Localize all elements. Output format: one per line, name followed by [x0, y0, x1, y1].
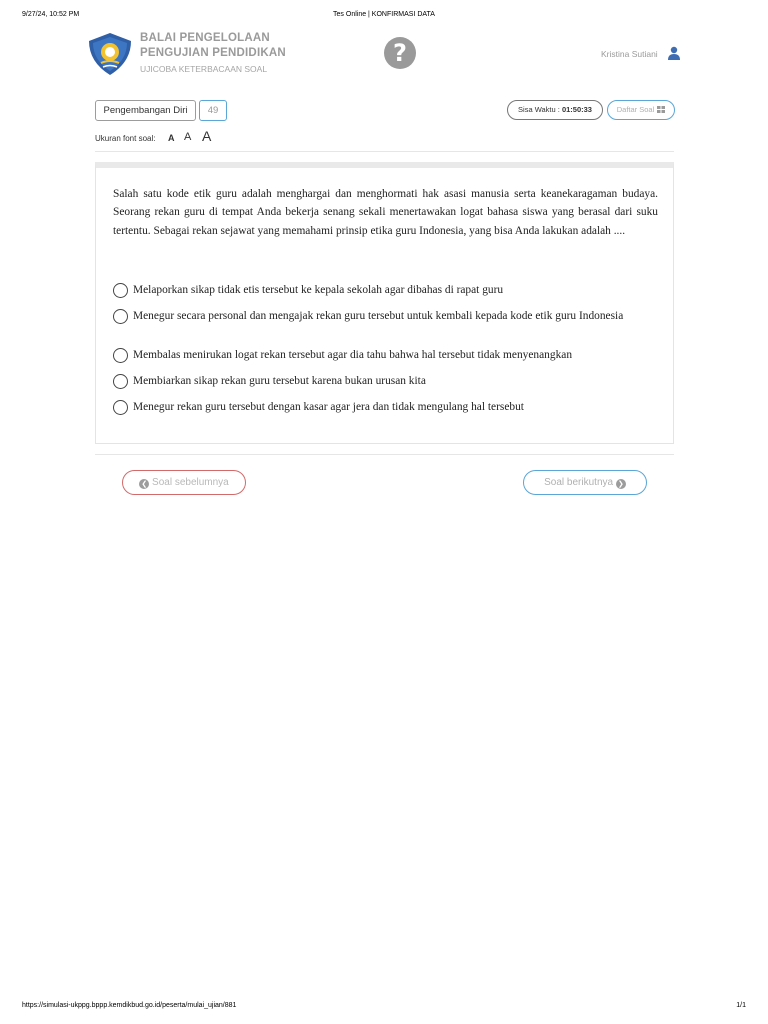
chevron-circle-left-icon: ❮ [139, 479, 149, 489]
print-page-number: 1/1 [736, 1002, 746, 1009]
option-b[interactable] [113, 308, 658, 342]
option-label: Menegur rekan guru tersebut dengan kasar agar jera dan tidak mengulang hal tersebut [133, 401, 524, 413]
question-circle-icon[interactable]: ? [384, 37, 416, 69]
next-label: Soal berikutnya [544, 477, 614, 488]
option-d[interactable] [113, 373, 658, 390]
divider [95, 151, 674, 152]
radio-button[interactable] [113, 400, 128, 415]
chevron-circle-right-icon: ❯ [616, 479, 626, 489]
timer-label: Sisa Waktu : [518, 105, 562, 114]
timer-value: 01:50:33 [561, 105, 592, 114]
exam-subtitle: UJICOBA KETERBACAAN SOAL [140, 64, 268, 74]
question-text: Salah satu kode etik guru adalah menghargai dan menghormati hak asasi manusia serta keanekaragaman budaya. Seorang rekan guru di tempat Anda bekerja senang sekali menertawakan logat bahasa siswa yang berasal dari suku tertentu. Sebagai rekan sejawat yang memahami prinsip etika guru Indonesia, yang bisa Anda lakukan adalah .... [113, 188, 658, 237]
category-badge: Pengembangan Diri [95, 100, 196, 121]
print-url: https://simulasi-ukppg.bppp.kemdikbud.go.id/peserta/mulai_ujian/881 [22, 1002, 237, 1009]
grid-icon [657, 102, 665, 109]
option-label: Menegur secara personal dan mengajak rekan guru tersebut untuk kembali kepada kode etik guru Indonesia [133, 310, 624, 322]
option-label: Membiarkan sikap rekan guru tersebut karena bukan urusan kita [133, 375, 426, 387]
radio-button[interactable] [113, 374, 128, 389]
question-list-label: Daftar Soal [616, 105, 655, 114]
option-e[interactable] [113, 399, 658, 416]
question-list-button[interactable] [607, 100, 675, 120]
user-icon[interactable] [667, 46, 681, 60]
question-number-badge: 49 [199, 100, 227, 121]
previous-question-button[interactable] [122, 470, 246, 495]
option-a[interactable] [113, 282, 658, 299]
font-size-small-button[interactable]: A [168, 133, 175, 143]
print-date: 9/27/24, 10:52 PM [22, 11, 80, 18]
font-size-large-button[interactable]: A [202, 128, 212, 144]
option-label: Membalas menirukan logat rekan tersebut agar dia tahu bahwa hal tersebut tidak menyenangkan [133, 349, 573, 361]
option-label: Melaporkan sikap tidak etis tersebut ke kepala sekolah agar dibahas di rapat guru [133, 284, 504, 296]
user-name[interactable]: Kristina Sutiani [601, 49, 658, 59]
radio-button[interactable] [113, 348, 128, 363]
radio-button[interactable] [113, 283, 128, 298]
font-size-label: Ukuran font soal: [95, 134, 156, 143]
next-question-button[interactable] [523, 470, 647, 495]
print-title: Tes Online | KONFIRMASI DATA [333, 11, 435, 18]
option-c[interactable] [113, 347, 658, 364]
divider [95, 454, 674, 455]
remaining-time [507, 100, 603, 120]
radio-button[interactable] [113, 309, 128, 324]
font-size-medium-button[interactable]: A [184, 131, 192, 143]
previous-label: Soal sebelumnya [152, 477, 229, 488]
question-card [95, 162, 674, 444]
tut-wuri-handayani-logo [87, 32, 133, 76]
org-name: BALAI PENGELOLAAN PENGUJIAN PENDIDIKAN [140, 32, 286, 59]
print-header [0, 11, 768, 23]
